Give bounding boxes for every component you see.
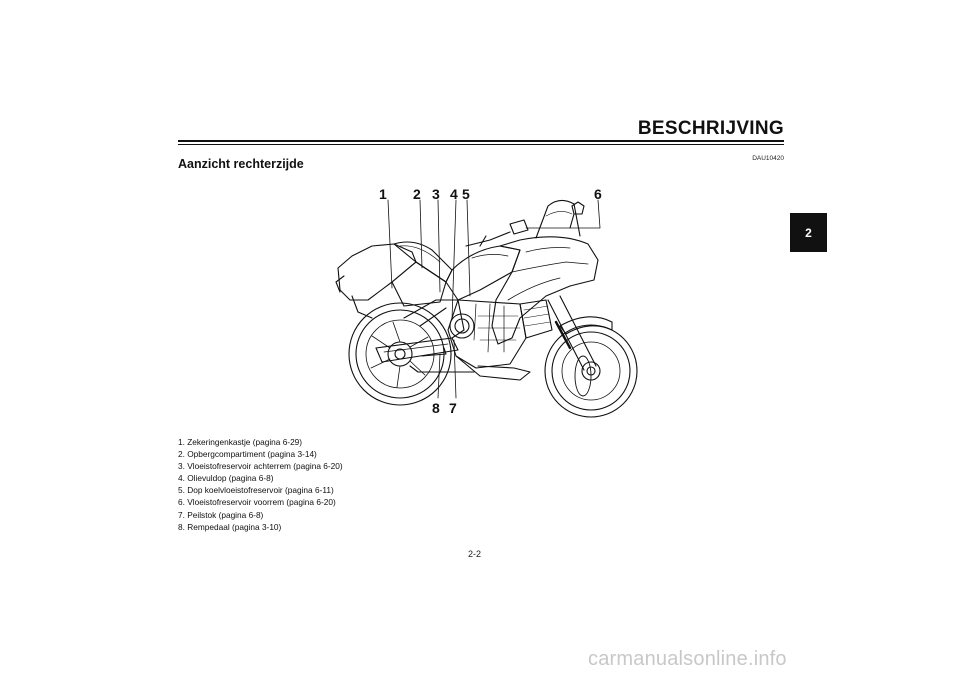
legend-item: 5. Dop koelvloeistofreservoir (pagina 6-11) [178,485,334,496]
page-subtitle: Aanzicht rechterzijde [178,157,304,171]
legend-item: 3. Vloeistofreservoir achterrem (pagina 6-20) [178,461,343,472]
legend-item: 6. Vloeistofreservoir voorrem (pagina 6-20) [178,497,336,508]
page-number: 2-2 [468,549,482,559]
callout-8: 8 [432,400,440,416]
parts-legend [178,436,343,533]
legend-item: 1. Zekeringenkastje (pagina 6-29) [178,437,303,447]
callout-4: 4 [450,186,458,202]
callout-7: 7 [449,400,457,416]
callout-1: 1 [379,186,387,202]
watermark: carmanualsonline.info [588,648,787,670]
legend-item: 2. Opbergcompartiment (pagina 3-14) [178,449,317,460]
document-code: DAU10420 [752,155,784,162]
front-wheel [545,325,637,417]
callout-5: 5 [462,186,470,202]
callout-2: 2 [413,186,421,202]
chapter-tab: 2 [790,213,827,252]
callout-3: 3 [432,186,440,202]
legend-item: 4. Olievuldop (pagina 6-8) [178,473,274,484]
legend-item: 7. Peilstok (pagina 6-8) [178,509,264,520]
section-title: BESCHRIJVING [637,118,784,139]
legend-item: 8. Rempedaal (pagina 3-10) [178,521,282,532]
engine [448,300,552,368]
callout-6: 6 [594,186,602,202]
